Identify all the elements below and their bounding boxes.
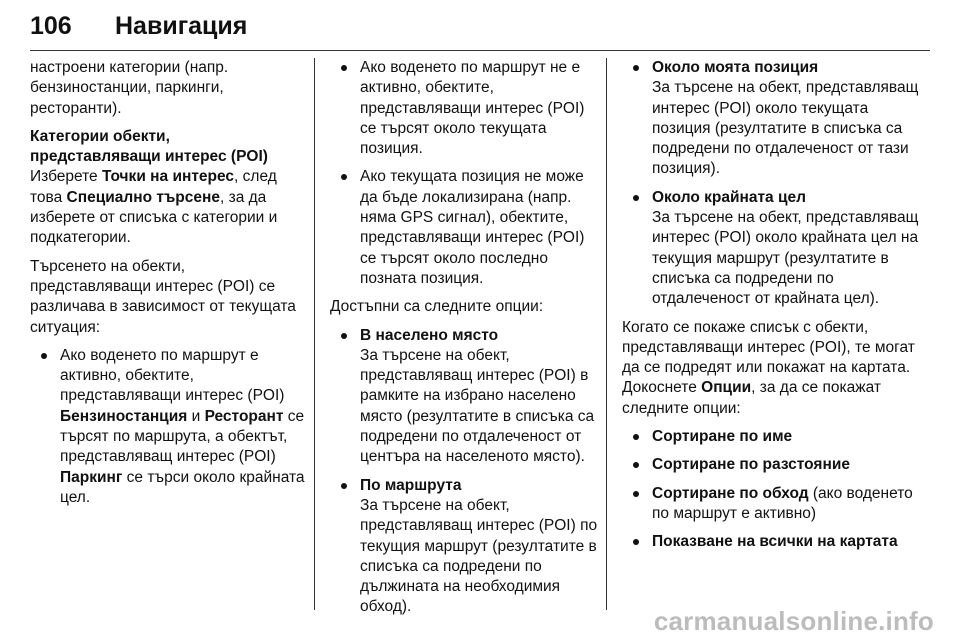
option-title: Около моята позиция (652, 59, 819, 76)
watermark: carmanualsonline.info (653, 606, 934, 636)
option-description: За търсене на обект, представляващ интерес (POI) по текущия маршрут (резултатите в списъка са подредени по дължината на необходимия обход). (360, 496, 598, 616)
list-item (622, 58, 922, 180)
select-paragraph (30, 167, 310, 248)
option-title: Около крайната цел (652, 188, 806, 206)
text-run: , след това (30, 168, 277, 206)
restaurant-term: Ресторант (204, 407, 284, 425)
section-heading-line2: представляващи интерес (POI) (30, 148, 268, 166)
page-number: 106 (30, 12, 72, 40)
list-item (330, 476, 598, 618)
option-description: За търсене на обект, представляващ интерес (POI) около крайната цел на текущия маршрут (резултатите в списъка са подредени по отдалеченост от крайната цел). (652, 209, 919, 308)
fuel-station-term: Бензиностанция (60, 407, 188, 425)
list-item (30, 346, 310, 508)
list-item (622, 484, 922, 525)
section-heading-line1: Категории обекти, (30, 127, 170, 145)
list-item (330, 326, 598, 468)
column-2 (330, 58, 598, 626)
text-run: , за да се покажат следните опции: (622, 379, 881, 417)
column-divider-1 (314, 58, 315, 610)
list-item: Ако текущата позиция не може да бъде локализирана (напр. няма GPS сигнал), обектите, представляващи интерес (POI) се търсят около последно позната позиция. (330, 167, 598, 289)
page-title: Навигация (115, 12, 248, 40)
option-description: За търсене на обект, представляващ интерес (POI) в рамките на избрано населено място (резултатите в списъка са подредени по отдалеченост от центъра на населеното място). (360, 346, 595, 466)
column-divider-2 (606, 58, 607, 610)
text-run: се търсят по маршрута, а обектът, представляващ интерес (POI) (60, 407, 305, 466)
list-item: Показване на всички на картата (622, 532, 922, 552)
text-run: Изберете (30, 168, 102, 186)
header-rule (30, 50, 930, 51)
special-search-term: Специално търсене (66, 188, 220, 206)
list-item: Ако воденето по маршрут не е активно, обектите, представляващи интерес (POI) се търсят около текущата позиция. (330, 58, 598, 159)
text-run: Ако воденето по маршрут е активно, обектите, представляващи интерес (POI) (60, 346, 285, 405)
option-title: Сортиране по обход (652, 484, 809, 502)
situation-list (30, 346, 310, 508)
list-item (622, 188, 922, 310)
option-description: (ако воденето по маршрут е активно) (652, 484, 913, 522)
intro-paragraph: настроени категории (напр. бензиностанции, паркинги, ресторанти). (30, 59, 229, 117)
sort-paragraph (622, 318, 922, 419)
list-item: Сортиране по име (622, 427, 922, 447)
section-heading (30, 127, 310, 168)
options-list (330, 326, 598, 618)
situation-list-continued (330, 58, 598, 289)
search-situation-paragraph: Търсенето на обекти, представляващи интерес (POI) се различава в зависимост от текущата ситуация: (30, 257, 296, 336)
option-description: За търсене на обект, представляващ интерес (POI) около текущата позиция (резултатите в списъка са подредени по отдалеченост от тази позиция). (652, 79, 919, 178)
list-item: Сортиране по разстояние (622, 455, 922, 475)
text-run: Когато се покаже списък с обекти, представляващи интерес (POI), те могат да се подредят или покажат на картата. Докоснете (622, 318, 915, 397)
options-term: Опции (701, 379, 752, 397)
column-1 (30, 58, 310, 516)
options-intro: Достъпни са следните опции: (330, 298, 544, 316)
option-title: По маршрута (360, 476, 462, 494)
column-3 (622, 58, 922, 561)
sort-options-list (622, 427, 922, 552)
text-run: се търси около крайната цел. (60, 468, 305, 506)
parking-term: Паркинг (60, 468, 123, 486)
poi-menu-term: Точки на интерес (101, 168, 235, 186)
text-run: и (187, 407, 205, 425)
text-run: , за да изберете от списъка с категории и подкатегории. (30, 188, 278, 247)
page-header (30, 8, 930, 48)
options-list-continued (622, 58, 922, 310)
option-title: В населено място (360, 326, 499, 344)
